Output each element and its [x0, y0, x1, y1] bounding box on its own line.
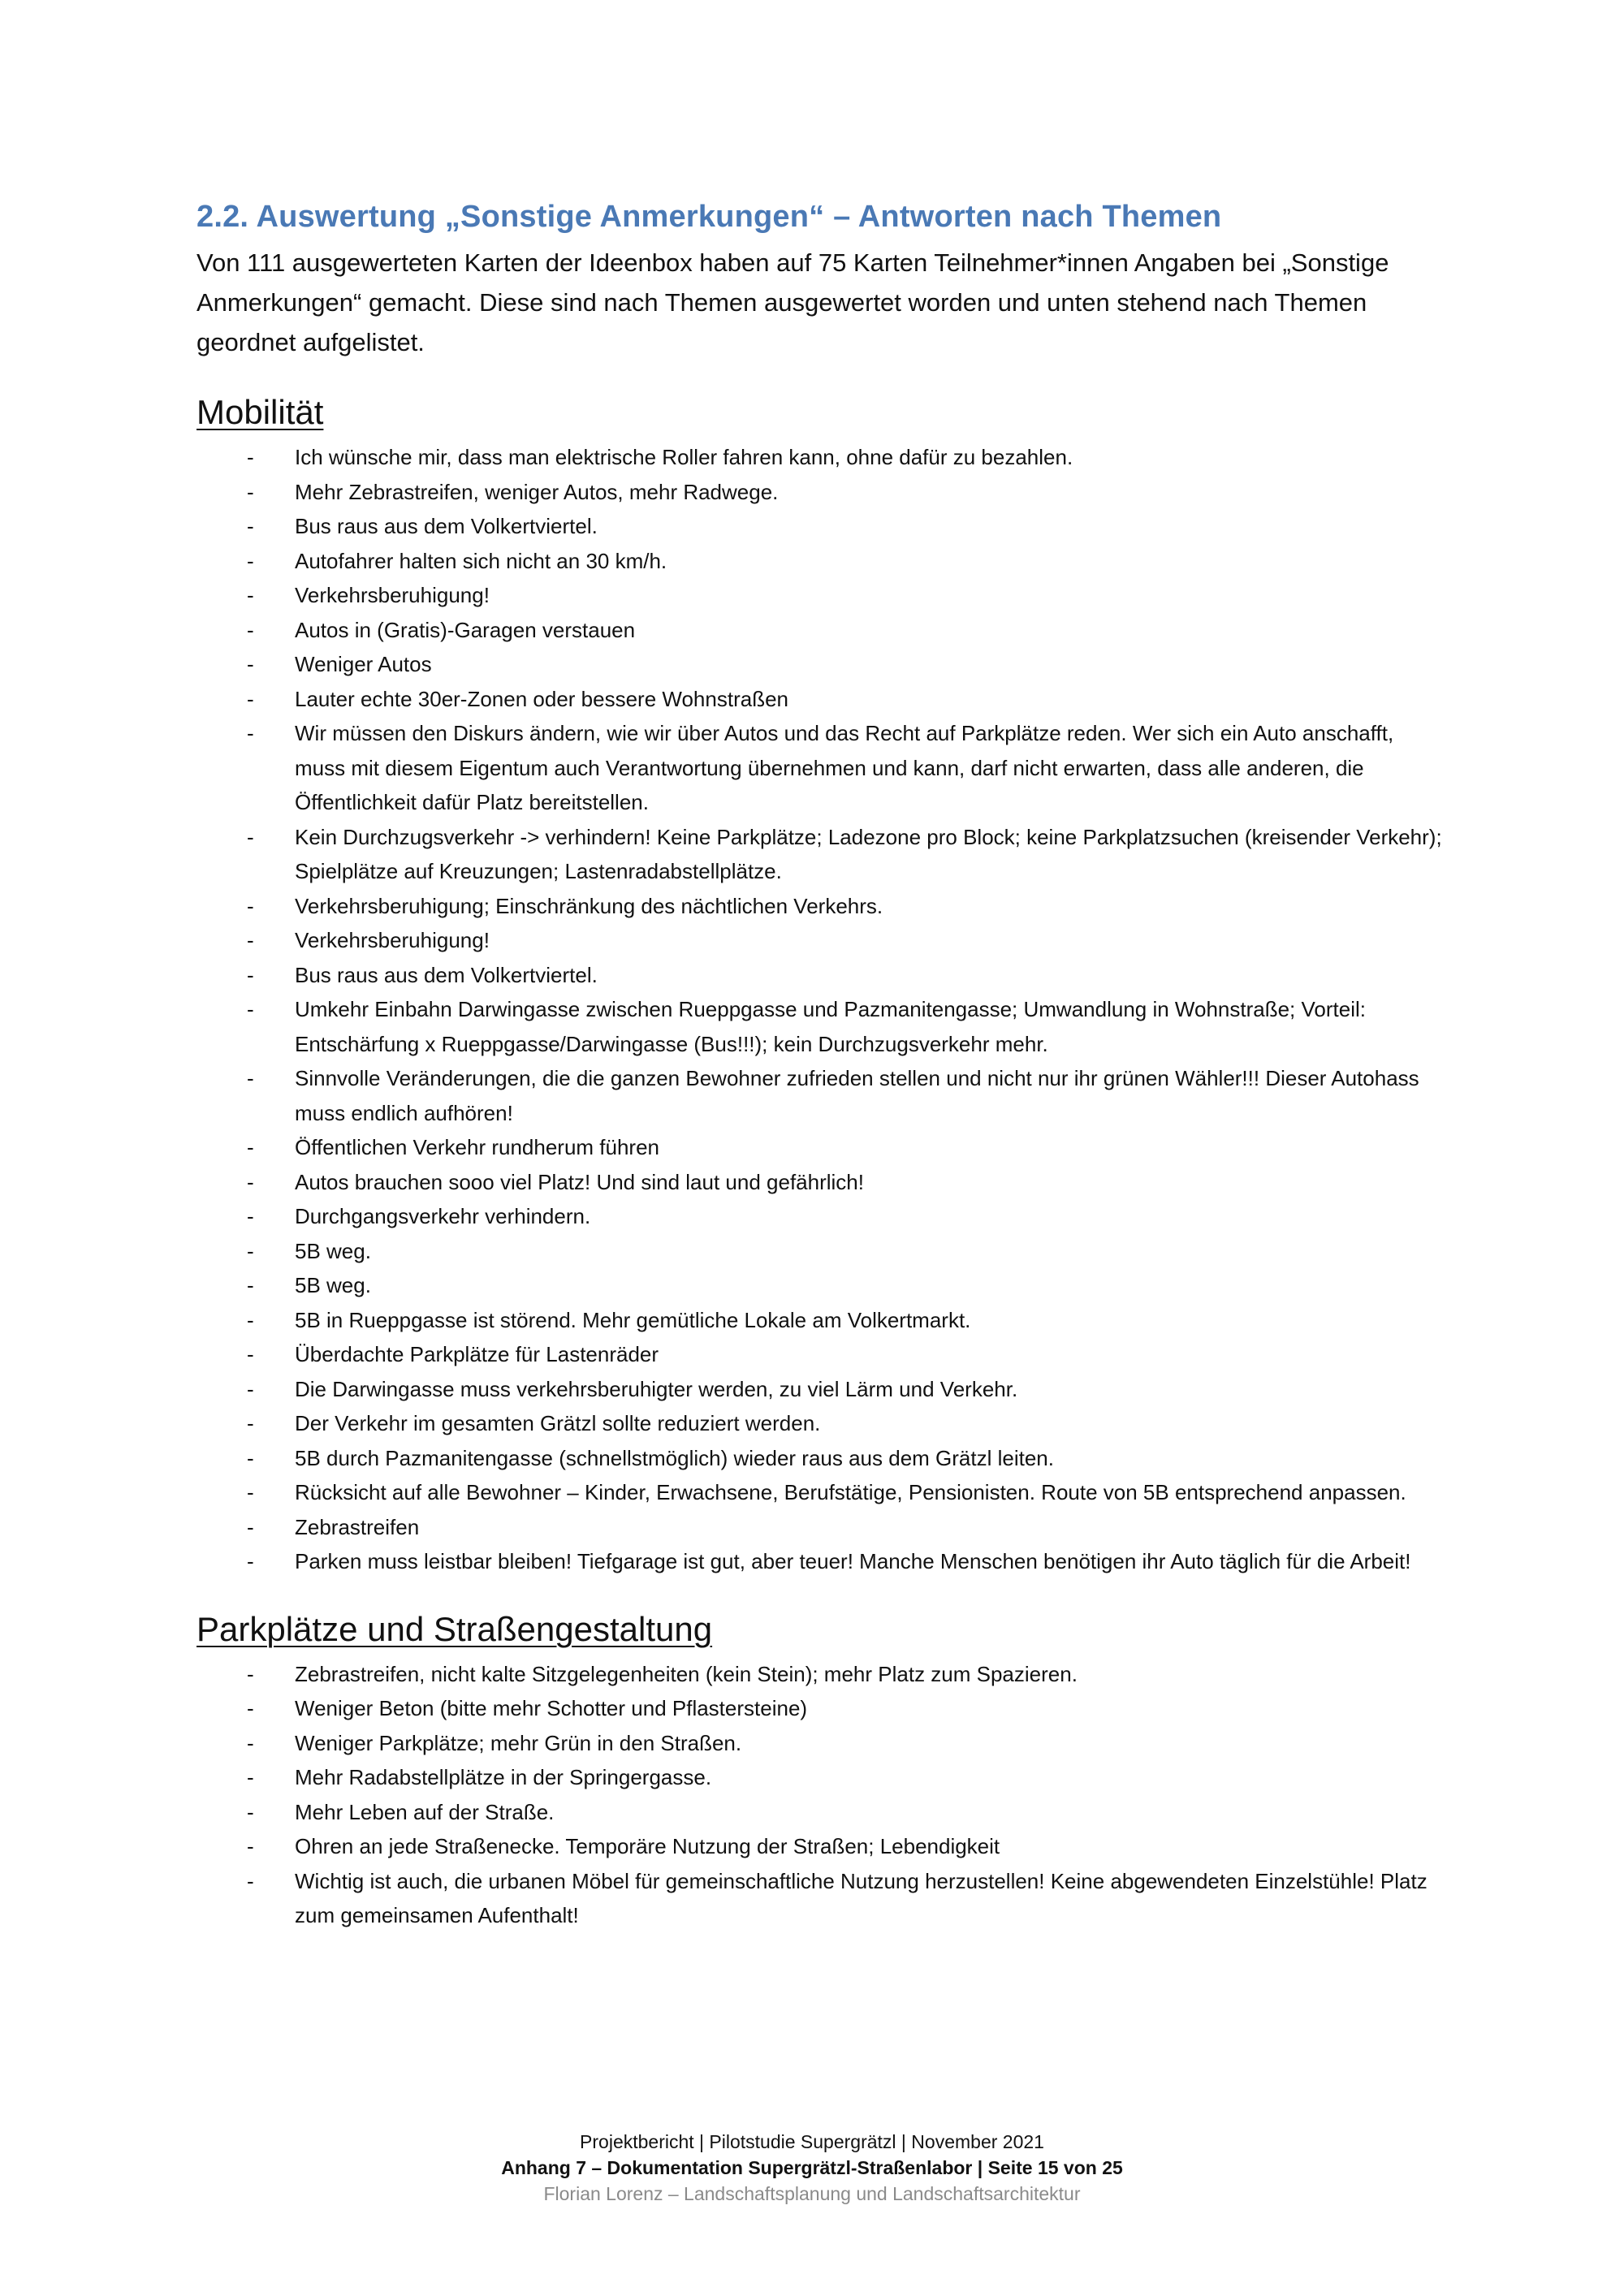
list-item — [197, 1829, 1447, 1864]
list-item — [197, 475, 1447, 510]
footer-line-3: Florian Lorenz – Landschaftsplanung und Landschaftsarchitektur — [543, 2183, 1081, 2204]
list-item-text: Ich wünsche mir, dass man elektrische Roller fahren kann, ohne dafür zu bezahlen. — [295, 445, 1073, 469]
list-item-text: Sinnvolle Veränderungen, die die ganzen Bewohner zufrieden stellen und nicht nur ihr grünen Wähler!!! Dieser Autohass muss endlich aufhören! — [295, 1066, 1419, 1125]
list-item — [197, 1760, 1447, 1795]
section-title: Parkplätze und Straßengestaltung — [197, 1609, 713, 1648]
bullet-dash: - — [247, 1868, 254, 1893]
bullet-dash: - — [247, 1445, 254, 1470]
list-item-text: Lauter echte 30er-Zonen oder bessere Wohnstraßen — [295, 686, 788, 711]
footer-line-1: Projektbericht | Pilotstudie Supergrätzl | November 2021 — [580, 2131, 1044, 2152]
bullet-dash: - — [247, 583, 254, 607]
list-item — [197, 613, 1447, 648]
list-item — [197, 1406, 1447, 1441]
list-item — [197, 1864, 1447, 1933]
list-item-text: Der Verkehr im gesamten Grätzl sollte reduziert werden. — [295, 1411, 821, 1435]
bullet-dash: - — [247, 617, 254, 642]
list-item-text: Weniger Beton (bitte mehr Schotter und Pflastersteine) — [295, 1696, 808, 1720]
bullet-dash: - — [247, 1273, 254, 1297]
bullet-dash: - — [247, 479, 254, 504]
bullet-dash: - — [247, 686, 254, 711]
list-item-text: Autofahrer halten sich nicht an 30 km/h. — [295, 548, 667, 573]
bullet-list — [197, 440, 1447, 1579]
bullet-dash: - — [247, 1342, 254, 1366]
list-item — [197, 1130, 1447, 1165]
bullet-dash: - — [247, 1514, 254, 1539]
list-item-text: Mehr Radabstellplätze in der Springergasse. — [295, 1765, 712, 1789]
list-item-text: 5B in Rueppgasse ist störend. Mehr gemütliche Lokale am Volkertmarkt. — [295, 1307, 971, 1332]
list-item — [197, 544, 1447, 579]
list-item — [197, 1726, 1447, 1761]
list-item-text: Bus raus aus dem Volkertviertel. — [295, 514, 598, 538]
list-item-text: Durchgangsverkehr verhindern. — [295, 1204, 591, 1228]
list-item-text: Mehr Zebrastreifen, weniger Autos, mehr Radwege. — [295, 479, 779, 504]
bullet-dash: - — [247, 1696, 254, 1720]
list-item — [197, 923, 1447, 958]
list-item — [197, 820, 1447, 889]
bullet-dash: - — [247, 1661, 254, 1686]
list-item-text: Rücksicht auf alle Bewohner – Kinder, Erwachsene, Berufstätige, Pensionisten. Route von 5B entsprechend anpassen. — [295, 1480, 1406, 1504]
list-item-text: Autos in (Gratis)-Garagen verstauen — [295, 617, 636, 642]
list-item-text: Bus raus aus dem Volkertviertel. — [295, 962, 598, 987]
list-item-text: Verkehrsberuhigung! — [295, 583, 490, 607]
list-item-text: Öffentlichen Verkehr rundherum führen — [295, 1135, 660, 1159]
section-title: Mobilität — [197, 393, 324, 431]
list-item-text: Wichtig ist auch, die urbanen Möbel für gemeinschaftliche Nutzung herzustellen! Keine abgewendeten Einzelstühle! Platz zum gemeinsamen Aufenthalt! — [295, 1868, 1427, 1927]
bullet-dash: - — [247, 893, 254, 918]
bullet-dash: - — [247, 1204, 254, 1228]
list-item-text: Überdachte Parkplätze für Lastenräder — [295, 1342, 659, 1366]
list-item-text: Umkehr Einbahn Darwingasse zwischen Rueppgasse und Pazmanitengasse; Umwandlung in Wohnstraße; Vorteil: Entschärfung x Rueppgasse/Darwingasse (Bus!!!); kein Durchzugsverkehr mehr. — [295, 997, 1366, 1056]
document-page — [197, 188, 1447, 1933]
list-item-text: Weniger Parkplätze; mehr Grün in den Straßen. — [295, 1730, 742, 1755]
bullet-dash: - — [247, 1411, 254, 1435]
list-item — [197, 1795, 1447, 1830]
list-item — [197, 1165, 1447, 1200]
bullet-dash: - — [247, 1135, 254, 1159]
list-item — [197, 1657, 1447, 1692]
bullet-dash: - — [247, 1834, 254, 1858]
list-item — [197, 1199, 1447, 1234]
list-item-text: Parken muss leistbar bleiben! Tiefgarage ist gut, aber teuer! Manche Menschen benötigen ihr Auto täglich für die Arbeit! — [295, 1549, 1411, 1573]
list-item — [197, 992, 1447, 1061]
bullet-dash: - — [247, 1799, 254, 1824]
list-item-text: Kein Durchzugsverkehr -> verhindern! Keine Parkplätze; Ladezone pro Block; keine Parkplatzsuchen (kreisender Verkehr); Spielplätze auf Kreuzungen; Lastenradabstellplätze. — [295, 824, 1442, 883]
list-item — [197, 1544, 1447, 1579]
list-item-text: Verkehrsberuhigung! — [295, 928, 490, 952]
list-item — [197, 1268, 1447, 1303]
list-item-text: 5B weg. — [295, 1273, 371, 1297]
list-item — [197, 1475, 1447, 1510]
list-item — [197, 647, 1447, 682]
list-item — [197, 1303, 1447, 1338]
bullet-dash: - — [247, 824, 254, 849]
list-item — [197, 1691, 1447, 1726]
bullet-dash: - — [247, 652, 254, 676]
bullet-dash: - — [247, 1549, 254, 1573]
bullet-dash: - — [247, 1307, 254, 1332]
bullet-dash: - — [247, 548, 254, 573]
list-item — [197, 440, 1447, 475]
list-item — [197, 509, 1447, 544]
bullet-dash: - — [247, 1730, 254, 1755]
bullet-dash: - — [247, 514, 254, 538]
page-footer — [0, 2129, 1624, 2207]
list-item — [197, 1234, 1447, 1269]
list-item-text: 5B durch Pazmanitengasse (schnellstmöglich) wieder raus aus dem Grätzl leiten. — [295, 1445, 1054, 1470]
list-item-text: Autos brauchen sooo viel Platz! Und sind laut und gefährlich! — [295, 1169, 864, 1194]
bullet-dash: - — [247, 1238, 254, 1263]
list-item-text: Ohren an jede Straßenecke. Temporäre Nutzung der Straßen; Lebendigkeit — [295, 1834, 1000, 1858]
list-item — [197, 716, 1447, 820]
list-item — [197, 1372, 1447, 1407]
section-heading: 2.2. Auswertung „Sonstige Anmerkungen“ – Antworten nach Themen — [197, 200, 1222, 234]
list-item-text: Die Darwingasse muss verkehrsberuhigter werden, zu viel Lärm und Verkehr. — [295, 1376, 1018, 1401]
list-item — [197, 1510, 1447, 1545]
sections-container — [197, 393, 1447, 1933]
list-item — [197, 682, 1447, 717]
list-item — [197, 1441, 1447, 1476]
list-item — [197, 958, 1447, 993]
bullet-dash: - — [247, 997, 254, 1021]
list-item-text: Verkehrsberuhigung; Einschränkung des nächtlichen Verkehrs. — [295, 893, 883, 918]
bullet-dash: - — [247, 1169, 254, 1194]
bullet-dash: - — [247, 962, 254, 987]
footer-line-2: Anhang 7 – Dokumentation Supergrätzl-Straßenlabor | Seite 15 von 25 — [501, 2157, 1123, 2178]
list-item-text: Weniger Autos — [295, 652, 432, 676]
bullet-dash: - — [247, 721, 254, 745]
bullet-dash: - — [247, 445, 254, 469]
list-item-text: Zebrastreifen, nicht kalte Sitzgelegenheiten (kein Stein); mehr Platz zum Spazieren. — [295, 1661, 1078, 1686]
list-item — [197, 1061, 1447, 1130]
list-item-text: Mehr Leben auf der Straße. — [295, 1799, 555, 1824]
list-item-text: Wir müssen den Diskurs ändern, wie wir über Autos und das Recht auf Parkplätze reden. Wer sich ein Auto anschafft, muss mit diesem Eigentum auch Verantwortung übernehmen und kann, darf nicht erwarten, dass alle anderen, die Öffentlichkeit dafür Platz bereitstellen. — [295, 721, 1394, 814]
bullet-dash: - — [247, 928, 254, 952]
bullet-dash: - — [247, 1376, 254, 1401]
bullet-dash: - — [247, 1480, 254, 1504]
list-item-text: 5B weg. — [295, 1238, 371, 1263]
list-item — [197, 1337, 1447, 1372]
bullet-list — [197, 1657, 1447, 1933]
bullet-dash: - — [247, 1066, 254, 1090]
intro-paragraph: Von 111 ausgewerteten Karten der Ideenbox haben auf 75 Karten Teilnehmer*innen Angaben bei „Sonstige Anmerkungen“ gemacht. Diese sind nach Themen ausgewertet worden und unten stehend nach Themen geordnet aufgelistet. — [197, 248, 1389, 356]
list-item — [197, 578, 1447, 613]
list-item — [197, 889, 1447, 924]
list-item-text: Zebrastreifen — [295, 1514, 420, 1539]
bullet-dash: - — [247, 1765, 254, 1789]
